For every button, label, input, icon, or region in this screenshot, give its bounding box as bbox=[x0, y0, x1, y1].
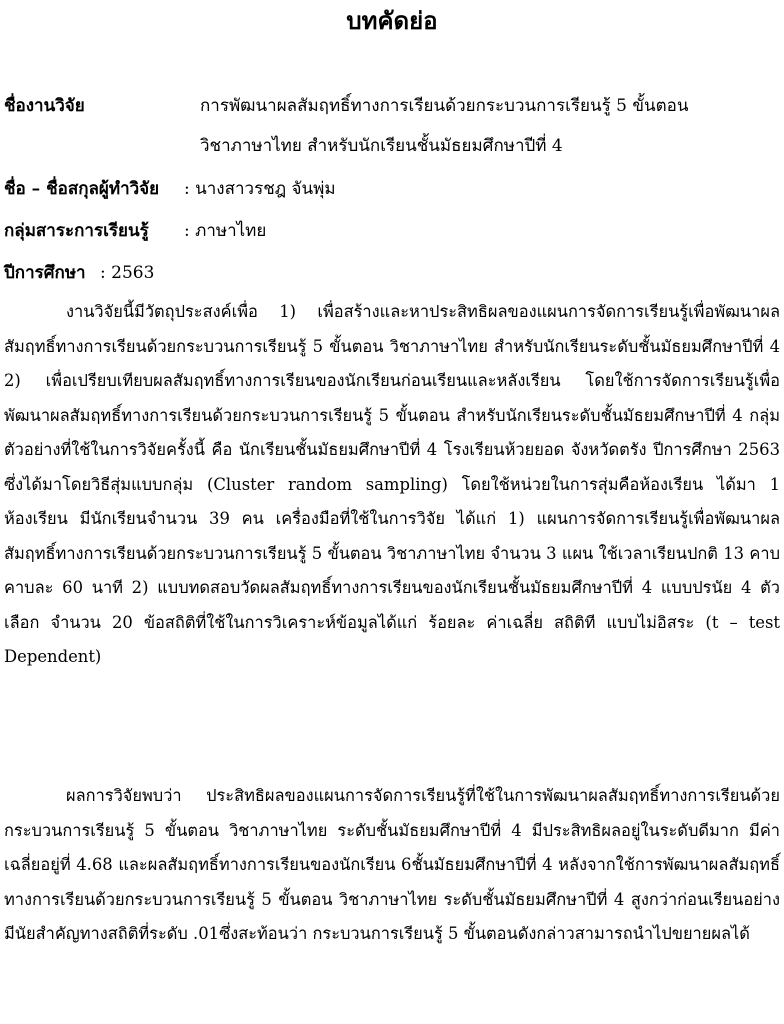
research-title-label: ชื่องานวิจัย bbox=[4, 96, 85, 116]
paragraph-text: ผลการวิจัยพบว่า ประสิทธิผลของแผนการจัดการเรียนรู้ที่ใช้ในการพัฒนาผลสัมฤทธิ์ทางการเรียนด้วยกระบวนการเรียนรู้ 5 ขั้นตอน วิชาภาษาไทย ระดับชั้นมัธยมศึกษาปีที่ 4 มีประสิทธิผลอยู่ในระดับดีมาก มีค่าเฉลี่ยอยู่ที่ 4.68 และผลสัมฤทธิ์ทางการเรียนของนักเรียน 6ชั้นมัธยมศึกษาปีที่ 4 หลังจากใช้การพัฒนาผลสัมฤทธิ์ทางการเรียนด้วยกระบวนการเรียนรู้ 5 ขั้นตอน วิชาภาษาไทย ระดับชั้นมัธยมศึกษาปีที่ 4 สูงกว่าก่อนเรียนอย่างมีนัยสำคัญทางสถิติที่ระดับ .01ซึ่งสะท้อนว่า กระบวนการเรียนรู้ 5 ขั้นตอนดังกล่าวสามารถนำไปขยายผลได้ bbox=[4, 786, 780, 943]
abstract-paragraph-objectives bbox=[4, 295, 780, 675]
researcher-label: ชื่อ – ชื่อสกุลผู้ทำวิจัย bbox=[4, 179, 160, 199]
research-title-line2: วิชาภาษาไทย สำหรับนักเรียนชั้นมัธยมศึกษาปีที่ 4 bbox=[200, 136, 563, 156]
subject-group-label: กลุ่มสาระการเรียนรู้ bbox=[4, 221, 149, 241]
research-title-line1: การพัฒนาผลสัมฤทธิ์ทางการเรียนด้วยกระบวนการเรียนรู้ 5 ขั้นตอน bbox=[200, 96, 689, 116]
abstract-paragraph-results bbox=[4, 779, 780, 952]
researcher-value: : นางสาวรชฎ จันพุ่ม bbox=[184, 179, 336, 199]
subject-group-value: : ภาษาไทย bbox=[184, 221, 267, 241]
page-title: บทคัดย่อ bbox=[346, 6, 438, 35]
academic-year-label: ปีการศึกษา bbox=[4, 263, 86, 283]
academic-year-value: : 2563 bbox=[100, 263, 155, 283]
paragraph-text: งานวิจัยนี้มีวัตถุประสงค์เพื่อ 1) เพื่อสร้างและหาประสิทธิผลของแผนการจัดการเรียนรู้เพื่อพัฒนาผลสัมฤทธิ์ทางการเรียนด้วยกระบวนการเรียนรู้ 5 ขั้นตอน วิชาภาษาไทย สำหรับนักเรียนระดับชั้นมัธยมศึกษาปีที่ 4 2) เพื่อเปรียบเทียบผลสัมฤทธิ์ทางการเรียนของนักเรียนก่อนเรียนและหลังเรียน โดยใช้การจัดการเรียนรู้เพื่อพัฒนาผลสัมฤทธิ์ทางการเรียนด้วยกระบวนการเรียนรู้ 5 ขั้นตอน สำหรับนักเรียนระดับชั้นมัธยมศึกษาปีที่ 4 กลุ่มตัวอย่างที่ใช้ในการวิจัยครั้งนี้ คือ นักเรียนชั้นมัธยมศึกษาปีที่ 4 โรงเรียนห้วยยอด จังหวัดตรัง ปีการศึกษา 2563 ซึ่งได้มาโดยวิธีสุ่มแบบกลุ่ม (Cluster random sampling) โดยใช้หน่วยในการสุ่มคือห้องเรียน ได้มา 1 ห้องเรียน มีนักเรียนจำนวน 39 คน เครื่องมือที่ใช้ในการวิจัย ได้แก่ 1) แผนการจัดการเรียนรู้เพื่อพัฒนาผลสัมฤทธิ์ทางการเรียนด้วยกระบวนการเรียนรู้ 5 ขั้นตอน วิชาภาษาไทย จำนวน 3 แผน ใช้เวลาเรียนปกติ 13 คาบ คาบละ 60 นาที 2) แบบทดสอบวัดผลสัมฤทธิ์ทางการเรียนของนักเรียนชั้นมัธยมศึกษาปีที่ 4 แบบปรนัย 4 ตัวเลือก จำนวน 20 ข้อสถิติที่ใช้ในการวิเคราะห์ข้อมูลได้แก่ ร้อยละ ค่าเฉลี่ย สถิติที แบบไม่อิสระ (t – test Dependent) bbox=[4, 302, 780, 666]
